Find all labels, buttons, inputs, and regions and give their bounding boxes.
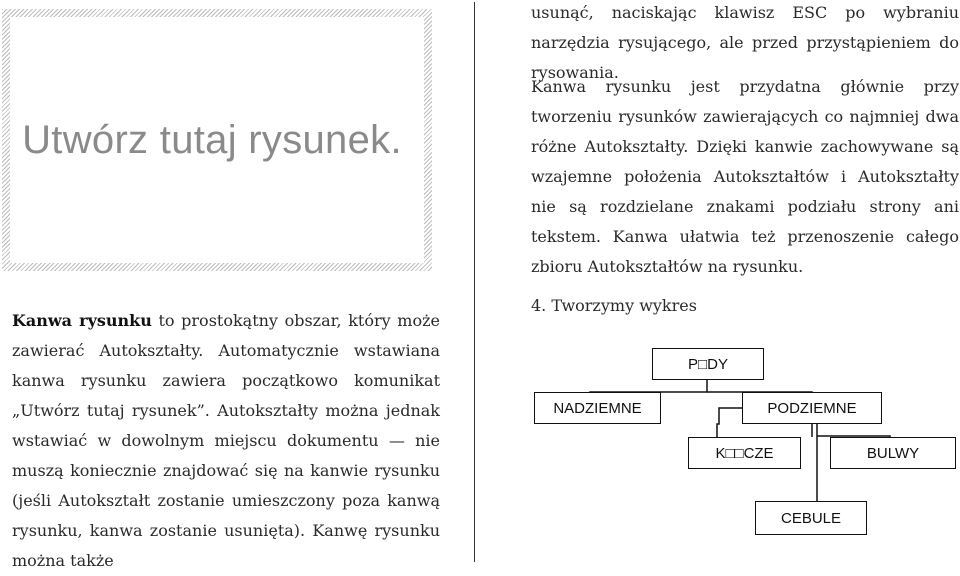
right-paragraph-2: Kanwa rysunku jest przydatna głównie przy tworzeniu rysunków zawierających co najmniej dwa różne Autokształty. Dzięki kanwie zachowywane są wzajemne położenia Autokształtów i Autokształty nie są rozdzielane znakami podziału strony ani tekstem. Kanwa ułatwia też przenoszenie całego zbioru Autokształtów na rysunku. bbox=[531, 77, 959, 276]
right-paragraph-1: usunąć, naciskając klawisz ESC po wybraniu narzędzia rysującego, ale przed przystąpieniem do rysowania. bbox=[531, 3, 959, 82]
node-bulbs: CEBULE bbox=[755, 501, 867, 535]
node-above-ground: NADZIEMNE bbox=[534, 392, 661, 424]
node-roots: K□□CZE bbox=[688, 437, 801, 469]
drawing-canvas[interactable] bbox=[2, 9, 432, 271]
term-kanwa-rysunku: Kanwa rysunku bbox=[12, 311, 152, 330]
node-below-ground: PODZIEMNE bbox=[742, 392, 882, 424]
canvas-placeholder: Utwórz tutaj rysunek. bbox=[22, 117, 402, 162]
left-paragraph bbox=[12, 306, 440, 576]
node-root: P□DY bbox=[652, 348, 764, 380]
left-paragraph-text: to prostokątny obszar, który może zawierać Autokształty. Automatycznie wstawiana kanwa rysunku zawiera początkowo komunikat „Utwórz tutaj rysunek”. Autokształty można jednak wstawiać w dowolnym miejscu dokumentu — nie muszą koniecznie znajdować się na kanwie rysunku (jeśli Autokształt zostanie umieszczony poza kanwą rysunku, kanwa zostanie usunięta). Kanwę rysunku można także bbox=[12, 311, 440, 570]
column-divider bbox=[474, 2, 475, 562]
connector-below-roots bbox=[717, 408, 742, 437]
drawing-canvas-area[interactable] bbox=[10, 17, 424, 263]
plant-parts-diagram bbox=[520, 336, 960, 546]
section-heading: 4. Tworzymy wykres bbox=[531, 296, 697, 315]
node-tubers: BULWY bbox=[830, 437, 956, 469]
